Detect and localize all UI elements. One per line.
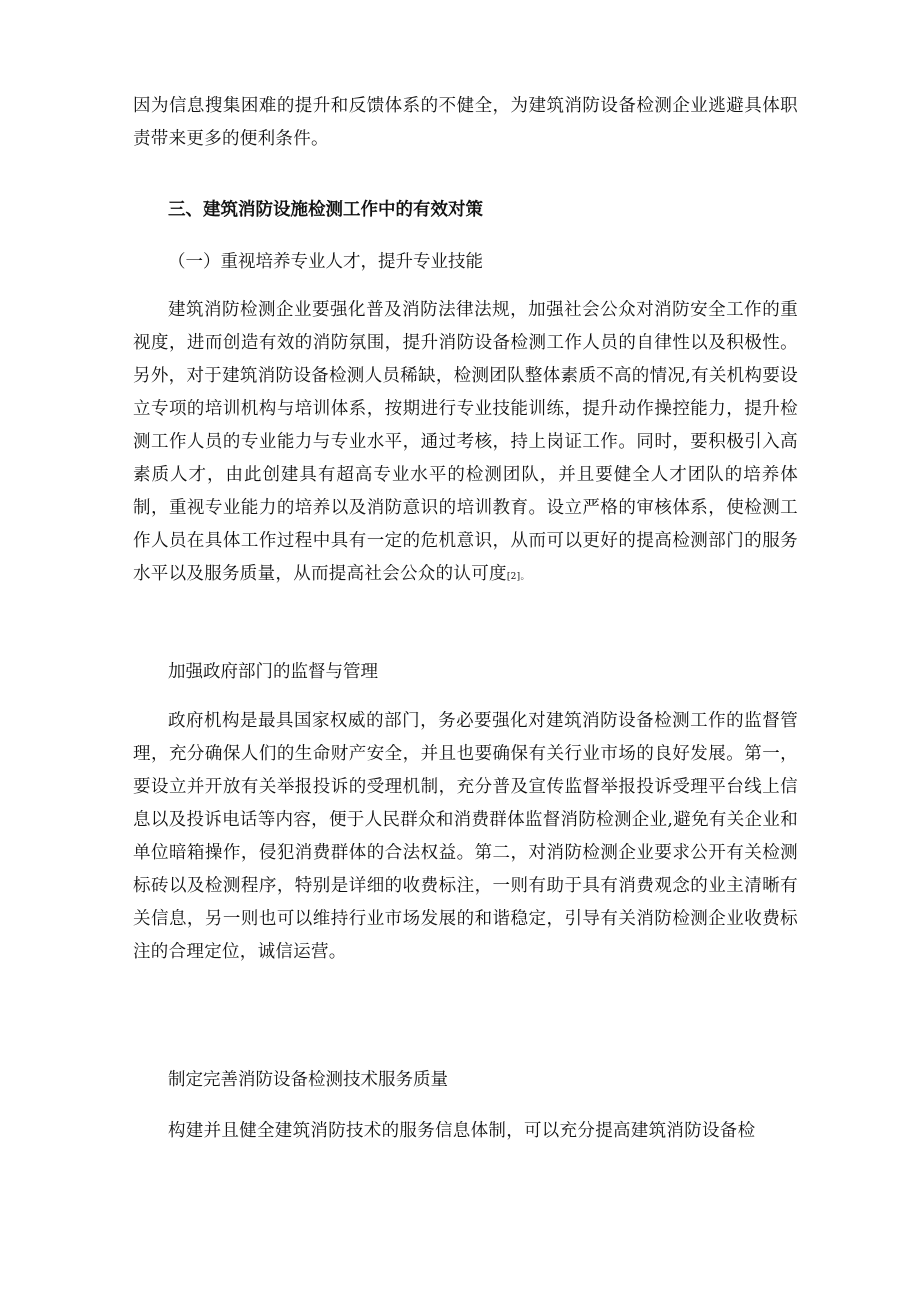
section-heading: 三、建筑消防设施检测工作中的有效对策 [168,200,483,220]
subsection-2-heading: 加强政府部门的监督与管理 [168,662,378,682]
intro-paragraph: 因为信息搜集困难的提升和反馈体系的不健全，为建筑消防设备检测企业逃避具体职责带来更多的便利条件。 [133,96,798,149]
subsection-1-paragraph [133,294,798,594]
subsection-3-heading: 制定完善消防设备检测技术服务质量 [168,1070,448,1090]
subsection-3-paragraph: 构建并且健全建筑消防技术的服务信息体制，可以充分提高建筑消防设备检 [168,1121,756,1141]
subsection-2-paragraph: 政府机构是最具国家权威的部门，务必要强化对建筑消防设备检测工作的监督管理，充分确保人们的生命财产安全，并且也要确保有关行业市场的良好发展。第一，要设立并开放有关举报投诉的受理机制，充分普及宣传监督举报投诉受理平台线上信息以及投诉电话等内容，便于人民群众和消费群体监督消防检测企业,避免有关企业和单位暗箱操作，侵犯消费群体的合法权益。第二，对消防检测企业要求公开有关检测标砖以及检测程序，特别是详细的收费标注，一则有助于具有消费观念的业主清晰有关信息，另一则也可以维持行业市场发展的和谐稳定，引导有关消防检测企业收费标注的合理定位，诚信运营。 [133,711,798,962]
subsection-1-heading: （一）重视培养专业人才，提升专业技能 [168,252,483,272]
citation-marker: [2]。 [506,572,530,582]
subsection-1-text: 建筑消防检测企业要强化普及消防法律法规，加强社会公众对消防安全工作的重视度，进而创造有效的消防氛围，提升消防设备检测工作人员的自律性以及积极性。另外，对于建筑消防设备检测人员稀缺，检测团队整体素质不高的情况,有关机构要设立专项的培训机构与培训体系，按期进行专业技能训练，提升动作操控能力，提升检测工作人员的专业能力与专业水平，通过考核，持上岗证工作。同时，要积极引入高素质人才，由此创建具有超高专业水平的检测团队，并且要健全人才团队的培养体制，重视专业能力的培养以及消防意识的培训教育。设立严格的审核体系，使检测工作人员在具体工作过程中具有一定的危机意识，从而可以更好的提高检测部门的服务水平以及服务质量，从而提高社会公众的认可度 [133,300,798,584]
